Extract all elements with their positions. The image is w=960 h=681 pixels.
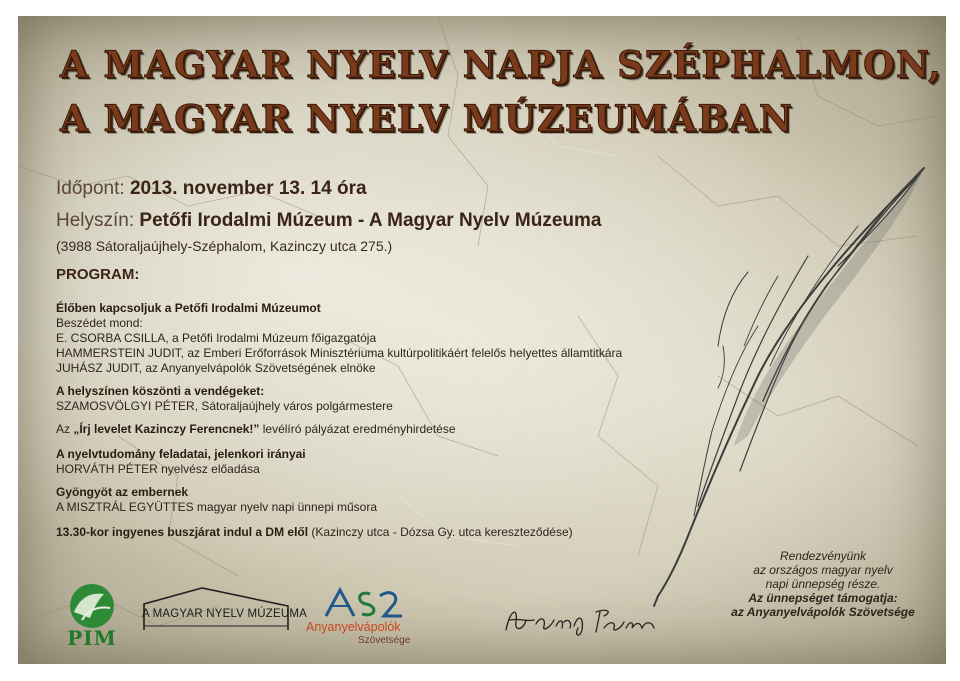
bus-info-bold: 13.30-kor ingyenes buszjárat indul a DM elől [56, 525, 309, 539]
poster [18, 16, 946, 664]
program-block4-text: HORVÁTH PÉTER nyelvész előadása [56, 462, 260, 476]
bus-info-normal: (Kazinczy utca - Dózsa Gy. utca kereszteződése) [308, 525, 573, 539]
date-label: Időpont: [56, 178, 125, 199]
program-heading: PROGRAM: [56, 266, 140, 283]
anyanyelvapolok-logo [298, 586, 438, 650]
program-block3-prefix: Az [56, 422, 74, 436]
speaker-3: JUHÁSZ JUDIT, az Anyanyelvápolók Szövetségének elnöke [56, 361, 376, 375]
anyv-subtitle: Szövetsége [358, 635, 411, 646]
date-value: 2013. november 13. 14 óra [129, 178, 367, 199]
magyar-nyelv-muzeuma-logo [142, 586, 308, 638]
mnm-text: A MAGYAR NYELV MÚZEUMA [142, 608, 308, 620]
sponsor-line-4: Az ünnepséget támogatja: [748, 591, 898, 605]
address: (3988 Sátoraljaújhely-Széphalom, Kazinczy utca 275.) [56, 238, 393, 254]
pim-logo [60, 582, 124, 650]
program-block5-text: A MISZTRÁL EGYÜTTES magyar nyelv napi ünnepi műsora [56, 500, 378, 514]
place-value: Petőfi Irodalmi Múzeum - A Magyar Nyelv Múzeuma [139, 210, 602, 231]
anyv-name: Anyanyelvápolók [306, 620, 401, 634]
pim-text: PIM [67, 626, 117, 650]
place-label: Helyszín: [56, 210, 135, 231]
program-block4-title: A nyelvtudomány feladatai, jelenkori irányai [56, 447, 306, 461]
kazinczy-signature [500, 600, 660, 640]
title-line-1: A MAGYAR NYELV NAPJA SZÉPHALMON, [60, 44, 943, 86]
program-block2-title: A helyszínen köszönti a vendégeket: [56, 384, 265, 398]
program-block3-bold: „Írj levelet Kazinczy Ferencnek!” [73, 422, 260, 436]
sponsor-line-3: napi ünnepség része. [765, 577, 881, 591]
speaker-2: HAMMERSTEIN JUDIT, az Emberi Erőforrások Minisztériuma kultúrpolitikáért felelős helyettes államtitkára [56, 346, 623, 360]
sponsor-line-1: Rendezvényünk [779, 549, 867, 563]
speaker-1: E. CSORBA CSILLA, a Petőfi Irodalmi Múzeum főigazgatója [56, 331, 377, 345]
pim-emblem-icon [60, 582, 124, 630]
program-block3-suffix: levélíró pályázat eredményhirdetése [259, 422, 456, 436]
program-block1-title: Élőben kapcsoljuk a Petőfi Irodalmi Múzeumot [56, 301, 321, 315]
program-block2-text: SZAMOSVÖLGYI PÉTER, Sátoraljaújhely város polgármestere [56, 399, 393, 413]
anyv-monogram-icon [298, 586, 438, 620]
sponsor-note [708, 549, 938, 619]
sponsor-line-2: az országos magyar nyelv [753, 563, 893, 577]
sponsor-line-5: az Anyanyelvápolók Szövetsége [731, 605, 915, 619]
program-block1-intro: Beszédet mond: [56, 316, 143, 330]
program-block5-title: Gyöngyöt az embernek [56, 485, 189, 499]
title-line-2: A MAGYAR NYELV MÚZEUMÁBAN [60, 98, 794, 140]
